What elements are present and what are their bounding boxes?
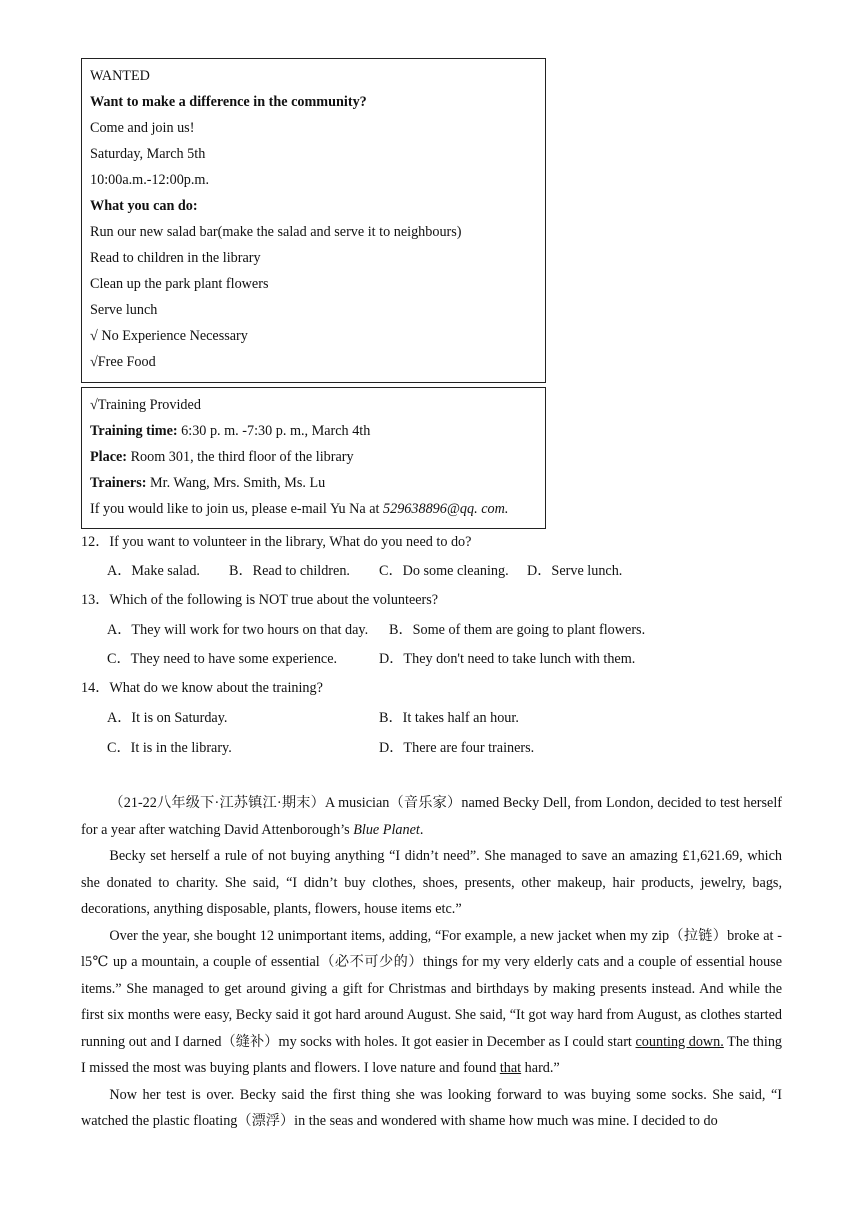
passage-paragraph-2: Becky set herself a rule of not buying anything “I didn’t need”. She managed to save an amazing £1,621.69, which she donated to charity. She said, “I didn’t buy clothes, shoes, presents, other makeup, hair products, jewelry, bags, decorations, anything disposable, plants, flowers, house items etc.”	[81, 848, 782, 917]
contact-text: If you would like to join us, please e-mail Yu Na at	[90, 501, 384, 517]
training-place	[90, 444, 537, 470]
p3-text-b: The thing I missed the most was buying plants and flowers. I love nature and found	[81, 1033, 783, 1076]
option-12-c: C．Do some cleaning.	[379, 563, 509, 579]
option-14-a: A．It is on Saturday.	[107, 710, 228, 726]
p3-text-c: hard.”	[521, 1060, 560, 1076]
training-trainers	[90, 470, 537, 496]
option-13-c: C．They need to have some experience.	[107, 651, 338, 667]
task-item: Clean up the park plant flowers	[90, 276, 269, 292]
question-13-stem: 13．Which of the following is NOT true about the volunteers?	[81, 592, 439, 608]
question-14-stem: 14．What do we know about the training?	[81, 680, 323, 696]
training-notice	[81, 387, 546, 529]
training-time-label: Training time:	[90, 423, 178, 439]
training-place-value: Room 301, the third floor of the library	[127, 449, 354, 465]
notice-time: 10:00a.m.-12:00p.m.	[90, 172, 210, 188]
perk-item: √ No Experience Necessary	[90, 328, 248, 344]
trainers-label: Trainers:	[90, 475, 147, 491]
question-12-stem: 12．If you want to volunteer in the library, What do you need to do?	[81, 534, 472, 550]
option-14-b: B．It takes half an hour.	[379, 710, 519, 726]
option-12-a: A．Make salad.	[107, 563, 200, 579]
contact-email: 529638896@qq. com.	[383, 501, 509, 517]
training-provided: √Training Provided	[90, 397, 201, 413]
p3-underlined-counting-down: counting down.	[635, 1033, 724, 1050]
option-14-d: D．There are four trainers.	[379, 740, 535, 756]
option-13-a: A．They will work for two hours on that day.	[107, 622, 369, 638]
p1-book-title: Blue Planet	[353, 821, 420, 838]
p3-underlined-that: that	[499, 1060, 522, 1076]
passage-paragraph-1	[81, 790, 782, 843]
notice-headline: Want to make a difference in the community?	[90, 94, 367, 110]
task-item: Serve lunch	[90, 302, 158, 318]
option-13-d: D．They don't need to take lunch with them.	[379, 651, 636, 667]
option-13-b: B．Some of them are going to plant flowers.	[389, 622, 646, 638]
option-14-c: C．It is in the library.	[107, 740, 232, 756]
can-do-heading: What you can do:	[90, 198, 198, 214]
task-item: Read to children in the library	[90, 250, 261, 266]
p1-end: .	[419, 821, 424, 838]
training-time	[90, 418, 537, 444]
wanted-notice	[81, 58, 546, 383]
option-12-d: D．Serve lunch.	[527, 563, 623, 579]
training-contact	[90, 496, 537, 522]
training-time-value: 6:30 p. m. -7:30 p. m., March 4th	[177, 423, 371, 439]
reading-passage	[81, 790, 782, 1135]
notice-title: WANTED	[90, 68, 150, 84]
notice-join: Come and join us!	[90, 120, 195, 136]
perk-item: √Free Food	[90, 354, 156, 370]
p1-text: （21-22八年级下·江苏镇江·期末）A musician（音乐家）named Becky Dell, from London, decided to test herself for a year after watching David Attenborough’s	[81, 795, 782, 838]
passage-paragraph-3	[81, 923, 782, 1082]
p3-text-a: Over the year, she bought 12 unimportant items, adding, “For example, a new jacket when my zip（拉链）broke at -l5℃ up a mountain, a couple of essential（必不可少的）things for my very elderly cats and a couple of essential house items.” She managed to get around giving a gift for Christmas and birthdays by making presents instead. And while the first six months were easy, Becky said it got hard around August. She said, “It got way hard from August, as clothes started running out and I darned（缝补）my socks with holes. It got easier in December as I could start	[81, 927, 782, 1050]
passage-paragraph-4: Now her test is over. Becky said the first thing she was looking forward to was buying some socks. She said, “I watched the plastic floating（漂浮）in the seas and wondered with shame how much was mine. I decided to do	[81, 1086, 782, 1129]
training-place-label: Place:	[90, 449, 128, 465]
notice-date: Saturday, March 5th	[90, 146, 206, 162]
task-item: Run our new salad bar(make the salad and serve it to neighbours)	[90, 224, 462, 240]
option-12-b: B．Read to children.	[229, 563, 350, 579]
trainers-value: Mr. Wang, Mrs. Smith, Ms. Lu	[146, 475, 326, 491]
